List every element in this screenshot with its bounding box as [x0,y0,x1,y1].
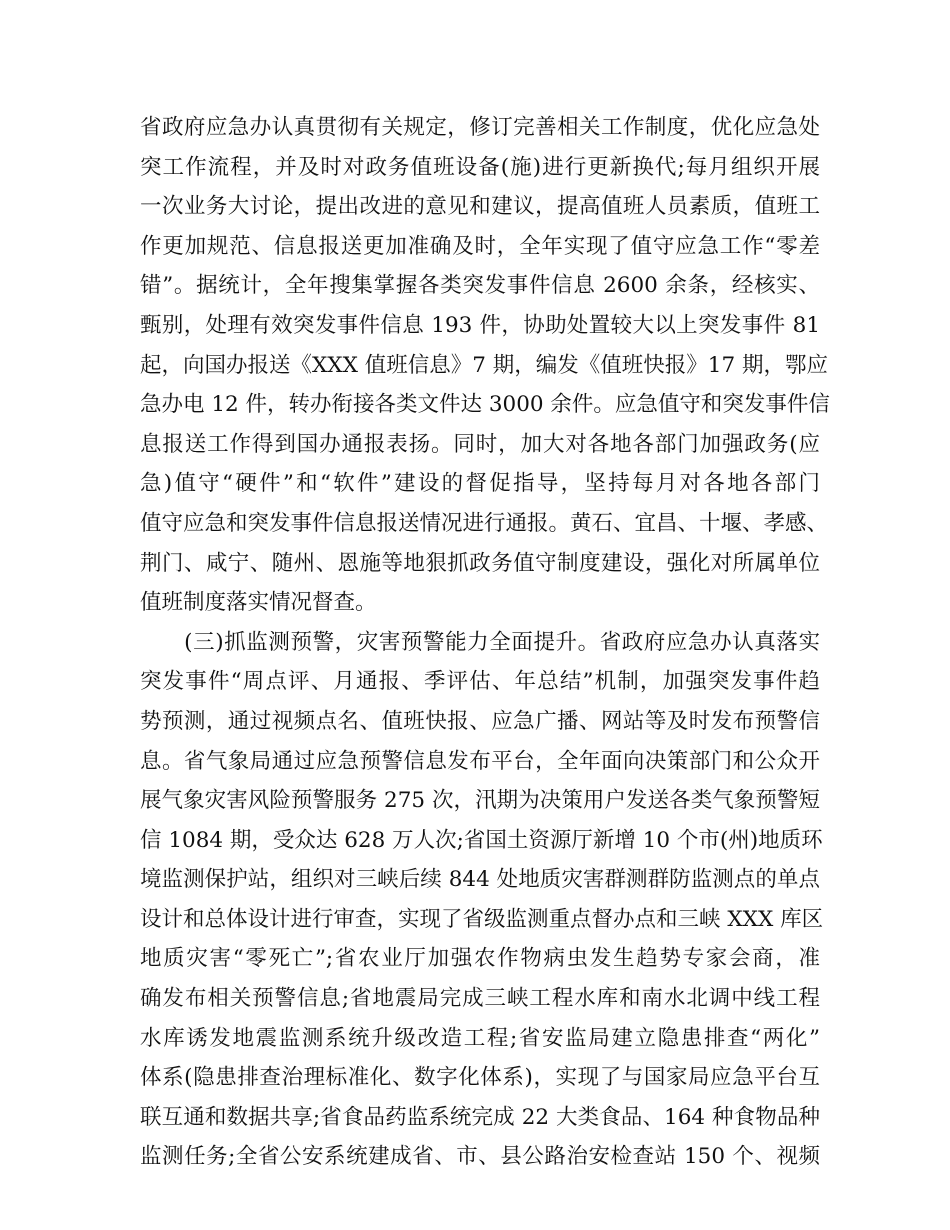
text-line: 荆门、咸宁、随州、恩施等地狠抓政务值守制度建设，强化对所属单位 [140,550,820,576]
text-line: 监测任务;全省公安系统建成省、市、县公路治安检查站 150 个、视频 [140,1144,820,1170]
document-page [140,108,830,1177]
text-line: 息报送工作得到国办通报表扬。同时，加大对各地各部门加强政务(应 [140,431,820,457]
text-line: 境监测保护站，组织对三峡后续 844 处地质灾害群测群防监测点的单点 [140,867,820,893]
text-line: 急)值守“硬件”和“软件”建设的督促指导，坚持每月对各地各部门 [140,471,820,497]
text-line: 息。省气象局通过应急预警信息发布平台，全年面向决策部门和公众开 [140,748,820,774]
text-line: 错”。据统计，全年搜集掌握各类突发事件信息 2600 余条，经核实、 [140,273,820,299]
text-line: 确发布相关预警信息;省地震局完成三峡工程水库和南水北调中线工程 [140,986,820,1012]
text-line: 水库诱发地震监测系统升级改造工程;省安监局建立隐患排查“两化” [140,1025,820,1051]
text-line: (三)抓监测预警，灾害预警能力全面提升。省政府应急办认真落实 [140,629,820,655]
text-line: 信 1084 期，受众达 628 万人次;省国土资源厅新增 10 个市(州)地质环 [140,827,823,853]
text-line: 甄别，处理有效突发事件信息 193 件，协助处置较大以上突发事件 81 [140,312,820,338]
text-line: 联互通和数据共享;省食品药监系统完成 22 大类食品、164 种食物品种 [140,1104,820,1130]
text-line: 突工作流程，并及时对政务值班设备(施)进行更新换代;每月组织开展 [140,154,820,180]
text-line: 起，向国办报送《XXX 值班信息》7 期，编发《值班快报》17 期，鄂应 [140,352,828,378]
text-line: 地质灾害“零死亡”;省农业厅加强农作物病虫发生趋势专家会商，准 [140,946,820,972]
text-line: 展气象灾害风险预警服务 275 次，汛期为决策用户发送各类气象预警短 [140,788,820,814]
text-line: 体系(隐患排查治理标准化、数字化体系)，实现了与国家局应急平台互 [140,1065,820,1091]
paragraph-monitoring-warning [140,623,824,1177]
text-line: 一次业务大讨论，提出改进的意见和建议，提高值班人员素质，值班工 [140,194,820,220]
text-line: 值班制度落实情况督查。 [140,590,377,616]
text-line: 值守应急和突发事件信息报送情况进行通报。黄石、宜昌、十堰、孝感、 [140,510,829,536]
text-line: 急办电 12 件，转办衔接各类文件达 3000 余件。应急值守和突发事件信 [140,392,830,418]
text-line: 作更加规范、信息报送更加准确及时，全年实现了值守应急工作“零差 [140,233,820,259]
text-line: 省政府应急办认真贯彻有关规定，修订完善相关工作制度，优化应急处 [140,115,820,140]
text-line: 设计和总体设计进行审查，实现了省级监测重点督办点和三峡 XXX 库区 [140,906,824,932]
text-line: 突发事件“周点评、月通报、季评估、年总结”机制，加强突发事件趋 [140,669,820,695]
paragraph-duty-work [140,108,830,623]
text-line: 势预测，通过视频点名、值班快报、应急广播、网站等及时发布预警信 [140,708,820,734]
